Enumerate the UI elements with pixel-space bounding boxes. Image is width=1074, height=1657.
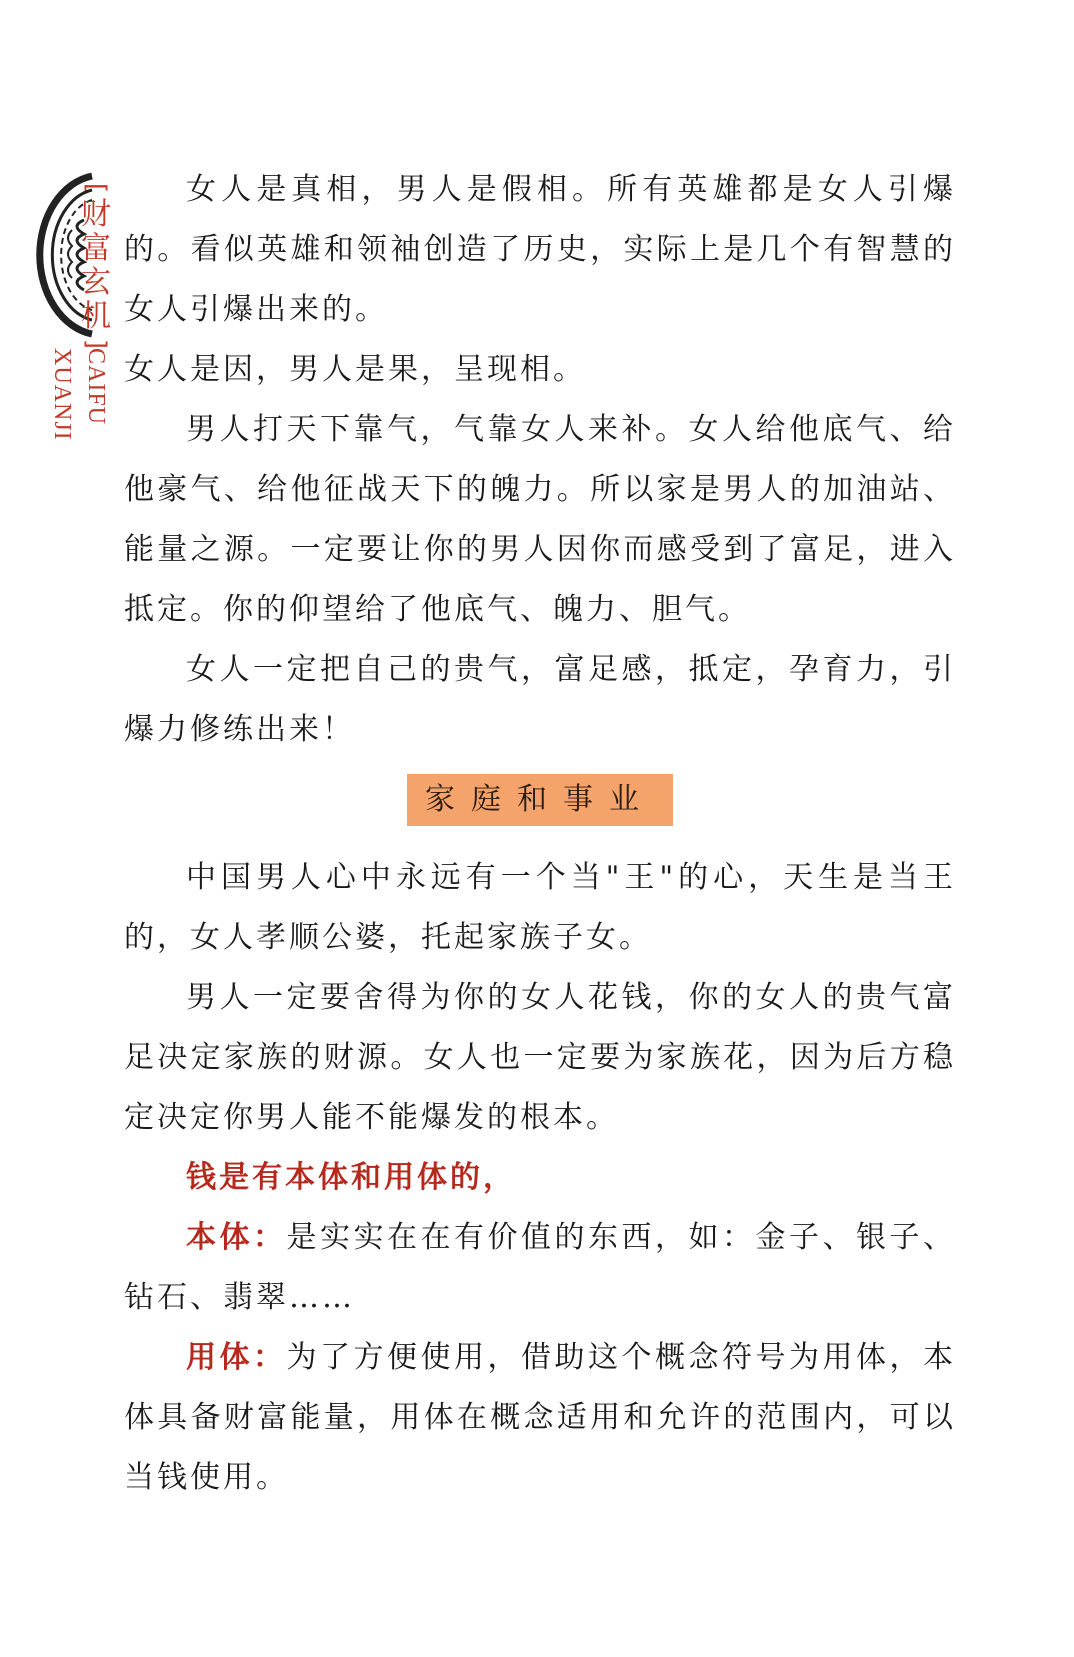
money-intro — [124, 1148, 956, 1208]
brand-char: 富 — [81, 231, 111, 266]
benti-label: 本体： — [186, 1220, 287, 1255]
benti-text: 是实实在在有价值的东西，如：金子、银子、钻石、翡翠…… — [124, 1220, 956, 1315]
paragraph: 中国男人心中永远有一个当"王"的心，天生是当王的，女人孝顺公婆，托起家族子女。 — [124, 860, 956, 955]
brand-pinyin-line1: CAIFU — [83, 348, 109, 426]
paragraph: 女人一定把自己的贵气，富足感，抵定，孕育力，引爆力修练出来！ — [124, 652, 956, 747]
brand-char: 财 — [81, 197, 111, 232]
benti-paragraph — [124, 1208, 956, 1328]
money-intro-label: 钱是有本体和用体的， — [186, 1160, 516, 1195]
yongti-paragraph — [124, 1328, 956, 1508]
brand-char: 机 — [81, 299, 111, 334]
section-heading-wrap — [124, 774, 956, 834]
brand-title-vertical — [76, 178, 116, 354]
section-heading: 家庭和事业 — [407, 774, 673, 826]
brand-bracket-close: ] — [81, 338, 111, 350]
brand-char: 玄 — [81, 265, 111, 300]
paragraph: 男人打天下靠气，气靠女人来补。女人给他底气、给他豪气、给他征战天下的魄力。所以家是男人的加油站、能量之源。一定要让你的男人因你而感受到了富足，进入抵定。你的仰望给了他底气、魄力、胆气。 — [124, 412, 956, 627]
page-content — [124, 160, 956, 1508]
paragraph: 女人是真相，男人是假相。所有英雄都是女人引爆的。看似英雄和领袖创造了历史，实际上是几个有智慧的女人引爆出来的。 — [124, 172, 956, 327]
yongti-label: 用体： — [186, 1340, 287, 1375]
paragraph: 男人一定要舍得为你的女人花钱，你的女人的贵气富足决定家族的财源。女人也一定要为家族花，因为后方稳定决定你男人能不能爆发的根本。 — [124, 980, 956, 1135]
paragraph: 女人是因，男人是果，呈现相。 — [124, 352, 586, 387]
brand-pinyin-line2: XUANJI — [49, 348, 75, 441]
yongti-text: 为了方便使用，借助这个概念符号为用体，本体具备财富能量，用体在概念适用和允许的范围内，可以当钱使用。 — [124, 1340, 956, 1495]
brand-bracket-open: [ — [81, 182, 111, 194]
